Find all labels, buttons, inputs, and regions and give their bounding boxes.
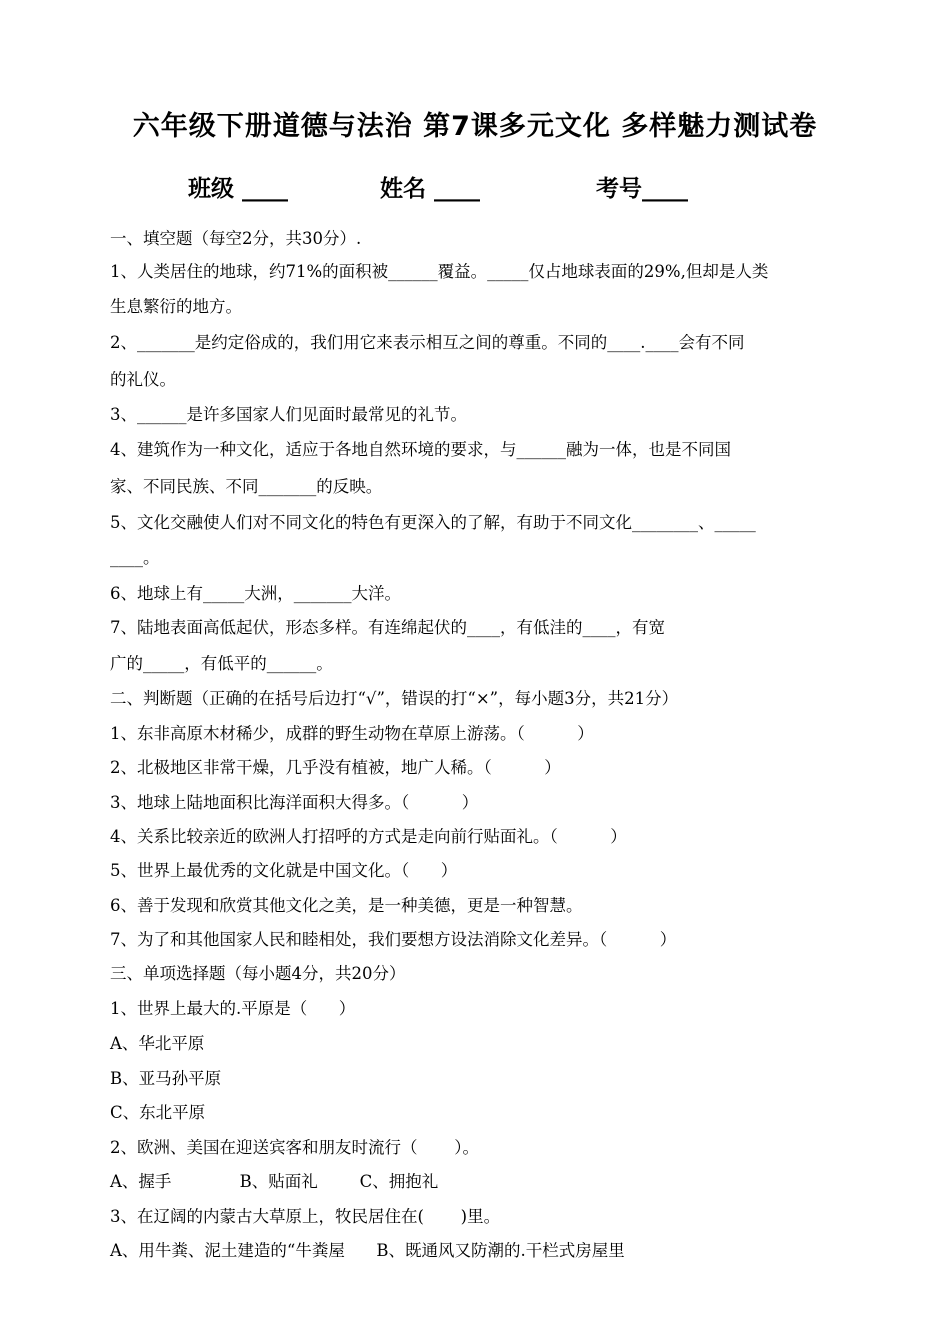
question-line: 广的_____，有低平的______。 bbox=[110, 654, 333, 673]
exam-number-label: 考号____ bbox=[596, 176, 688, 202]
question-line: 5、文化交融使人们对不同文化的特色有更深入的了解，有助于不同文化________、_____ bbox=[110, 513, 756, 532]
section-true-false-heading: 二、判断题（正确的在括号后边打“√”，错误的打“×”，每小题3分，共21分） bbox=[110, 689, 679, 708]
question-line: 家、不同民族、不同_______的反映。 bbox=[110, 477, 383, 496]
question-line: 1、人类居住的地球，约71%的面积被______覆益。_____仅占地球表面的29%,但却是人类 bbox=[110, 262, 769, 281]
question-line: 生息繁衍的地方。 bbox=[110, 297, 242, 316]
question-line: 1、世界上最大的.平原是（ ） bbox=[110, 999, 356, 1018]
question-line: 7、为了和其他国家人民和睦相处，我们要想方设法消除文化差异。（ ） bbox=[110, 930, 677, 949]
question-line: 的礼仪。 bbox=[110, 370, 176, 389]
section-fill-blank-heading: 一、填空题（每空2分，共30分）. bbox=[110, 229, 362, 248]
answer-option: A、用牛粪、泥土建造的“牛粪屋 B、既通风又防潮的.干栏式房屋里 bbox=[110, 1241, 625, 1260]
answer-option: A、华北平原 bbox=[110, 1034, 205, 1053]
question-line: 2、北极地区非常干燥，几乎没有植被，地广人稀。（ ） bbox=[110, 758, 561, 777]
question-line: 3、地球上陆地面积比海洋面积大得多。（ ） bbox=[110, 793, 479, 812]
question-line: 7、陆地表面高低起伏，形态多样。有连绵起伏的____，有低洼的____，有宽 bbox=[110, 618, 665, 637]
question-line: 4、建筑作为一种文化，适应于各地自然环境的要求，与______融为一体，也是不同国 bbox=[110, 440, 731, 459]
question-line: 6、善于发现和欣赏其他文化之美，是一种美德，更是一种智慧。 bbox=[110, 896, 583, 915]
question-line: 3、在辽阔的内蒙古大草原上，牧民居住在( )里。 bbox=[110, 1207, 501, 1226]
question-line: 3、______是许多国家人们见面时最常见的礼节。 bbox=[110, 405, 467, 424]
page-title: 六年级下册道德与法治 第7课多元文化 多样魅力测试卷 bbox=[132, 111, 818, 142]
question-line: ____。 bbox=[110, 548, 160, 567]
question-line: 5、世界上最优秀的文化就是中国文化。（ ） bbox=[110, 861, 458, 880]
class-field-label: 班级 ____ bbox=[188, 176, 289, 202]
question-line: 2、欧洲、美国在迎送宾客和朋友时流行（ ）。 bbox=[110, 1138, 479, 1157]
answer-option: A、握手 B、贴面礼 C、拥抱礼 bbox=[110, 1172, 439, 1191]
question-line: 6、地球上有_____大洲，_______大洋。 bbox=[110, 584, 401, 603]
name-field-label: 姓名 ____ bbox=[380, 176, 481, 202]
answer-option: C、东北平原 bbox=[110, 1103, 206, 1122]
question-line: 2、_______是约定俗成的，我们用它来表示相互之间的尊重。不同的____.____会有不同 bbox=[110, 333, 745, 352]
section-multiple-choice-heading: 三、单项选择题（每小题4分，共20分） bbox=[110, 964, 406, 983]
question-line: 1、东非高原木材稀少，成群的野生动物在草原上游荡。（ ） bbox=[110, 724, 594, 743]
question-line: 4、关系比较亲近的欧洲人打招呼的方式是走向前行贴面礼。（ ） bbox=[110, 827, 627, 846]
answer-option: B、亚马孙平原 bbox=[110, 1069, 222, 1088]
